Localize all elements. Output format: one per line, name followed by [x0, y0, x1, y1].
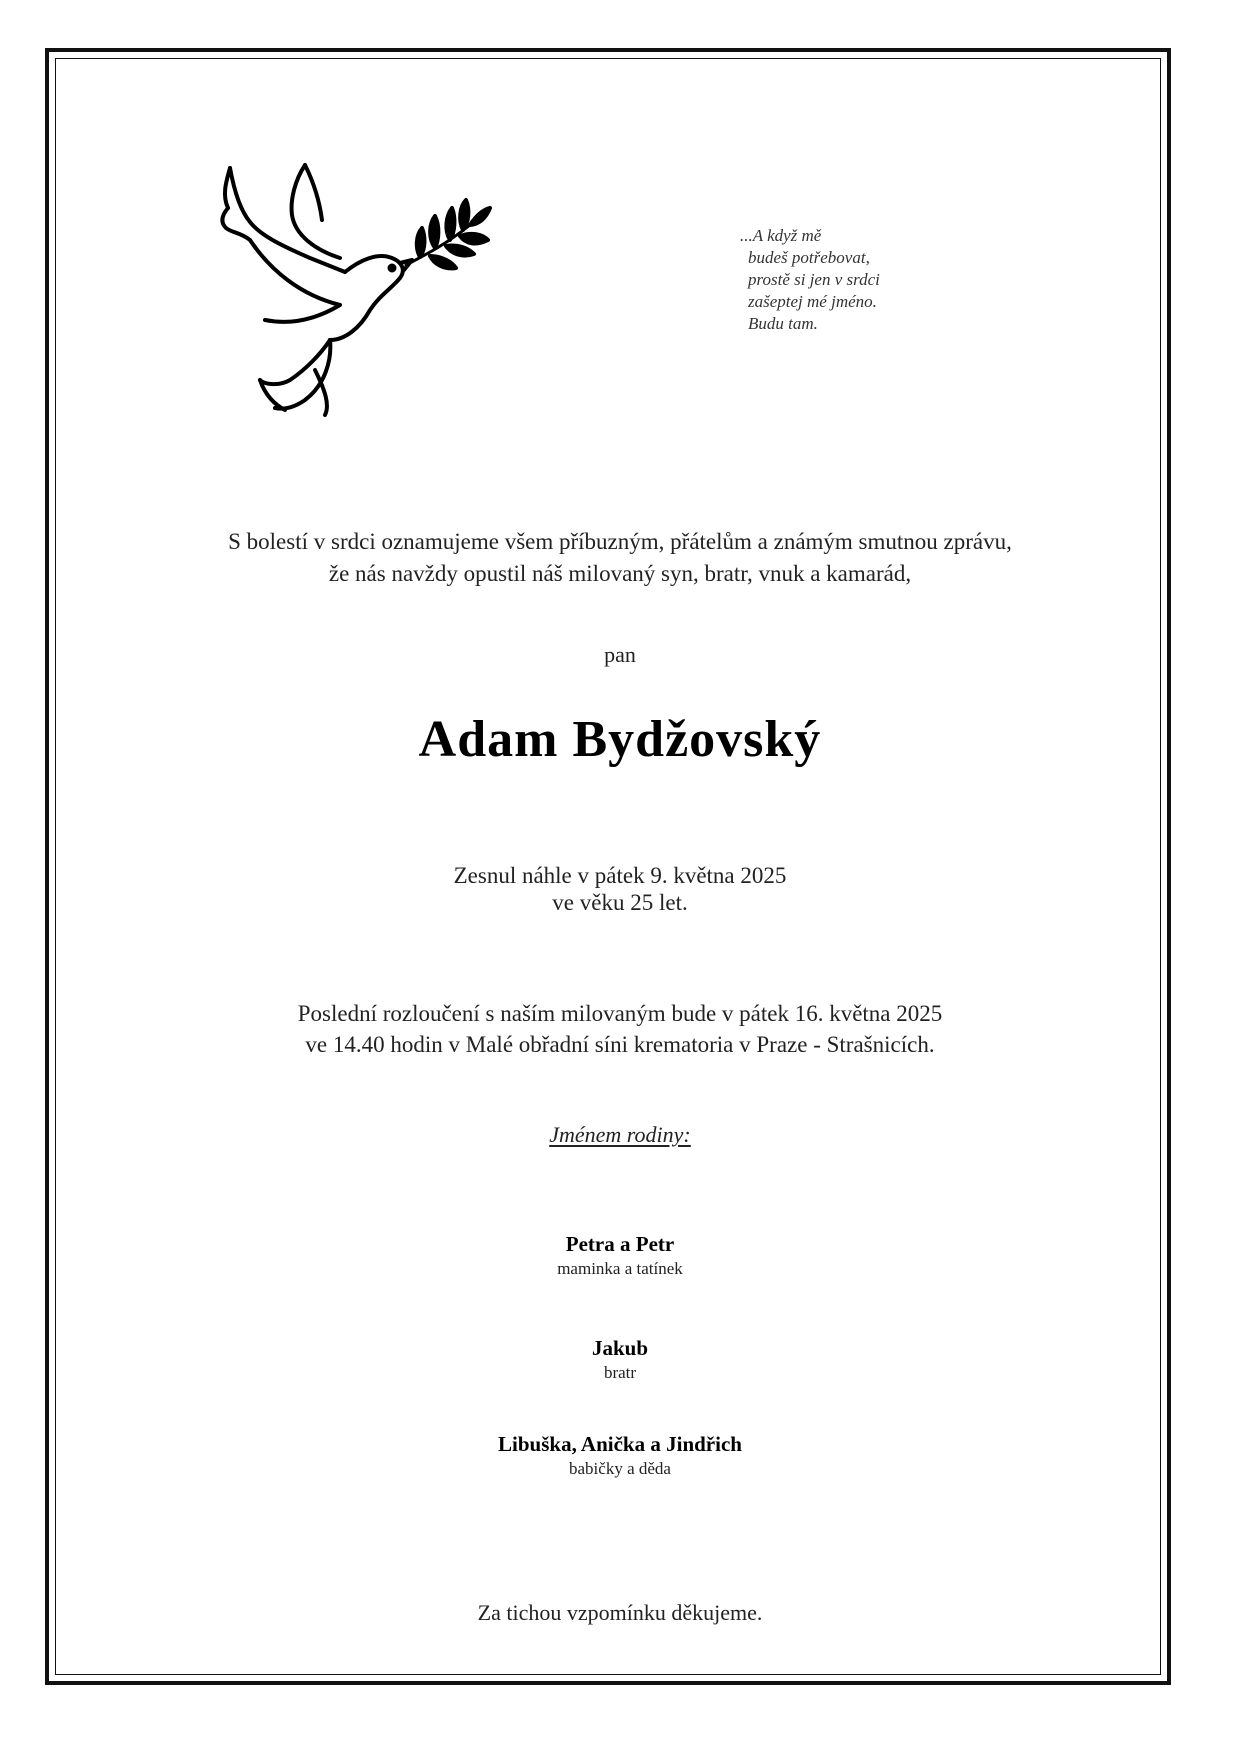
death-info [0, 862, 1240, 916]
funeral-place: ve 14.40 hodin v Malé obřadní síni krematoria v Praze - Strašnicích. [305, 1032, 935, 1057]
poem-line: zašeptej mé jméno. [748, 292, 877, 311]
family-member [0, 1336, 1240, 1383]
family-label [0, 1122, 1240, 1148]
family-member-role: maminka a tatínek [557, 1259, 683, 1278]
poem-line: budeš potřebovat, [748, 248, 870, 267]
family-member-role: bratr [603, 1363, 637, 1382]
family-member-role: babičky a děda [569, 1459, 671, 1478]
poem-line: ...A když mě [740, 226, 822, 245]
poem-quote [740, 225, 980, 335]
family-member [0, 1232, 1240, 1279]
family-member [0, 1432, 1240, 1479]
death-date: Zesnul náhle v pátek 9. května 2025 [453, 863, 787, 888]
announcement-line: že nás navždy opustil náš milovaný syn, bratr, vnuk a kamarád, [328, 561, 912, 586]
poem-line: Budu tam. [748, 314, 818, 333]
funeral-date: Poslední rozloučení s naším milovaným bude v pátek 16. května 2025 [297, 1001, 943, 1026]
family-member-name: Libuška, Anička a Jindřich [498, 1432, 742, 1456]
death-age: ve věku 25 let. [552, 890, 688, 915]
deceased-name: Adam Bydžovský [418, 711, 822, 768]
family-label-text: Jménem rodiny: [549, 1122, 691, 1147]
announcement-line: S bolestí v srdci oznamujeme všem příbuzným, přátelům a známým smutnou zprávu, [228, 529, 1012, 554]
closing-thanks: Za tichou vzpomínku děkujeme. [477, 1600, 763, 1625]
announcement-text [0, 526, 1240, 590]
funeral-info [0, 998, 1240, 1060]
honorific: pan [604, 642, 636, 667]
family-member-name: Jakub [591, 1336, 649, 1360]
poem-line: prostě si jen v srdci [748, 270, 880, 289]
family-member-name: Petra a Petr [565, 1232, 675, 1256]
dove-with-olive-branch-icon [220, 160, 520, 430]
